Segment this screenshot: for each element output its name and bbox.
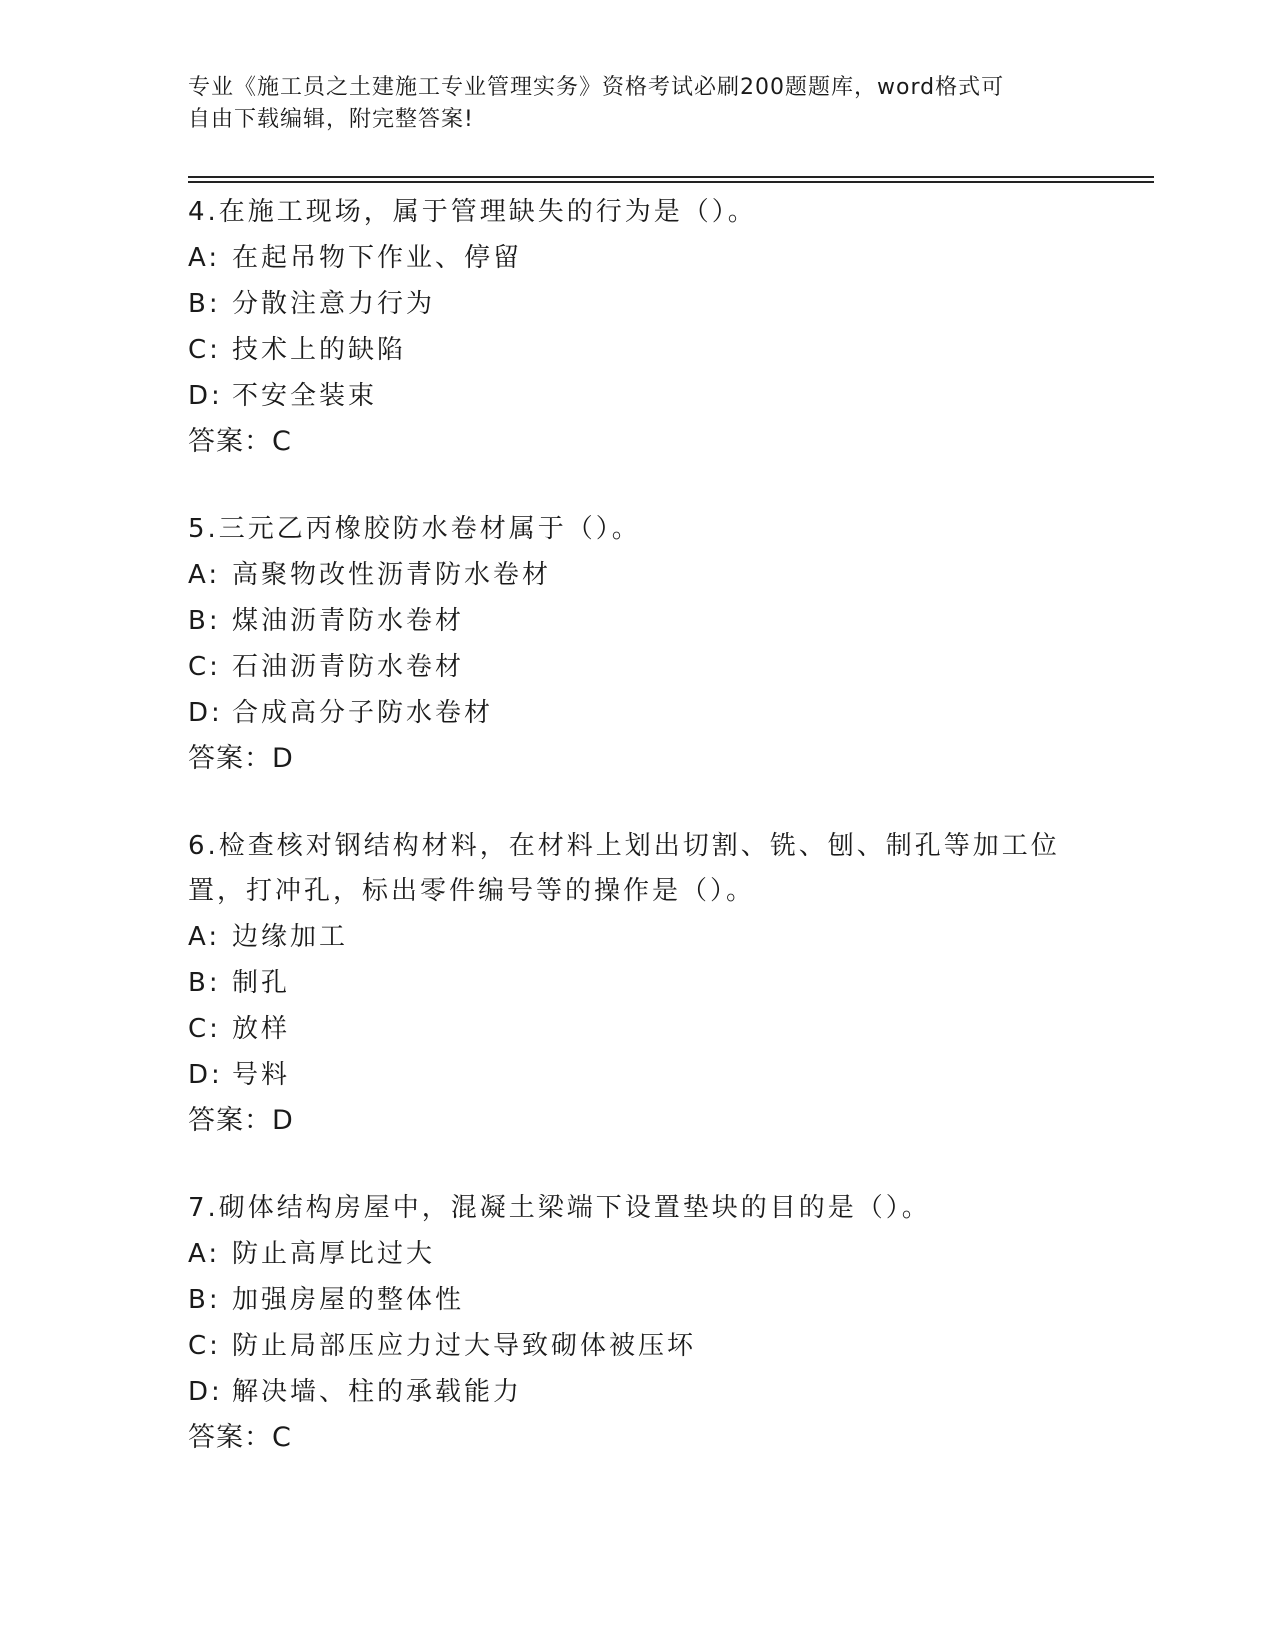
option-text: 石油沥青防水卷材 — [232, 652, 465, 682]
option-text: 加强房屋的整体性 — [232, 1285, 465, 1315]
question-4 — [188, 190, 1088, 465]
option-text: 技术上的缺陷 — [232, 335, 407, 365]
answer-line: 答案：D — [188, 1105, 294, 1136]
option-b — [188, 281, 1088, 327]
option-b — [188, 960, 1088, 1006]
answer-line: 答案：C — [188, 1422, 292, 1453]
option-letter: B: — [188, 289, 221, 319]
option-text: 分散注意力行为 — [232, 289, 436, 319]
option-letter: A: — [188, 922, 221, 952]
option-text: 煤油沥青防水卷材 — [232, 606, 465, 636]
option-d — [188, 373, 1088, 419]
option-letter: A: — [188, 1239, 221, 1269]
option-c — [188, 1323, 1088, 1369]
option-text: 号料 — [232, 1060, 291, 1090]
option-c — [188, 327, 1088, 373]
option-d — [188, 1369, 1088, 1415]
option-letter: B: — [188, 606, 221, 636]
option-d — [188, 1052, 1088, 1098]
question-7 — [188, 1186, 1088, 1461]
header-divider-top — [188, 176, 1154, 178]
option-letter: D: — [188, 381, 223, 411]
option-letter: B: — [188, 968, 221, 998]
option-b — [188, 598, 1088, 644]
option-c — [188, 1006, 1088, 1052]
option-letter: D: — [188, 698, 223, 728]
option-letter: C: — [188, 1014, 221, 1044]
option-text: 在起吊物下作业、停留 — [232, 243, 523, 273]
document-header — [188, 72, 1068, 136]
question-stem: 5.三元乙丙橡胶防水卷材属于（）。 — [188, 514, 641, 544]
option-b — [188, 1277, 1088, 1323]
option-letter: C: — [188, 335, 221, 365]
header-line-2: 自由下载编辑，附完整答案! — [188, 107, 474, 132]
option-a — [188, 914, 1088, 960]
option-letter: B: — [188, 1285, 221, 1315]
header-divider-bottom — [188, 181, 1154, 183]
option-text: 不安全装束 — [232, 381, 378, 411]
option-letter: A: — [188, 243, 221, 273]
option-text: 高聚物改性沥青防水卷材 — [232, 560, 552, 590]
option-a — [188, 235, 1088, 281]
question-list — [188, 190, 1088, 1503]
option-text: 放样 — [232, 1014, 291, 1044]
option-text: 边缘加工 — [232, 922, 349, 952]
option-a — [188, 552, 1088, 598]
question-stem: 7.砌体结构房屋中，混凝土梁端下设置垫块的目的是（）。 — [188, 1193, 931, 1223]
option-letter: D: — [188, 1377, 223, 1407]
option-text: 防止局部压应力过大导致砌体被压坏 — [232, 1331, 697, 1361]
option-c — [188, 644, 1088, 690]
question-6 — [188, 824, 1088, 1144]
answer-line: 答案：D — [188, 743, 294, 774]
option-text: 防止高厚比过大 — [232, 1239, 436, 1269]
option-letter: C: — [188, 1331, 221, 1361]
header-line-1: 专业《施工员之土建施工专业管理实务》资格考试必刷200题题库，word格式可 — [188, 75, 1005, 100]
answer-line: 答案：C — [188, 426, 292, 457]
option-d — [188, 690, 1088, 736]
question-stem: 6.检查核对钢结构材料，在材料上划出切割、铣、刨、制孔等加工位置，打冲孔，标出零件编号等的操作是（）。 — [188, 831, 1060, 906]
question-5 — [188, 507, 1088, 782]
option-text: 制孔 — [232, 968, 291, 998]
option-letter: D: — [188, 1060, 223, 1090]
option-text: 解决墙、柱的承载能力 — [232, 1377, 523, 1407]
option-letter: C: — [188, 652, 221, 682]
question-stem: 4.在施工现场，属于管理缺失的行为是（）。 — [188, 197, 757, 227]
option-text: 合成高分子防水卷材 — [232, 698, 494, 728]
option-letter: A: — [188, 560, 221, 590]
option-a — [188, 1231, 1088, 1277]
